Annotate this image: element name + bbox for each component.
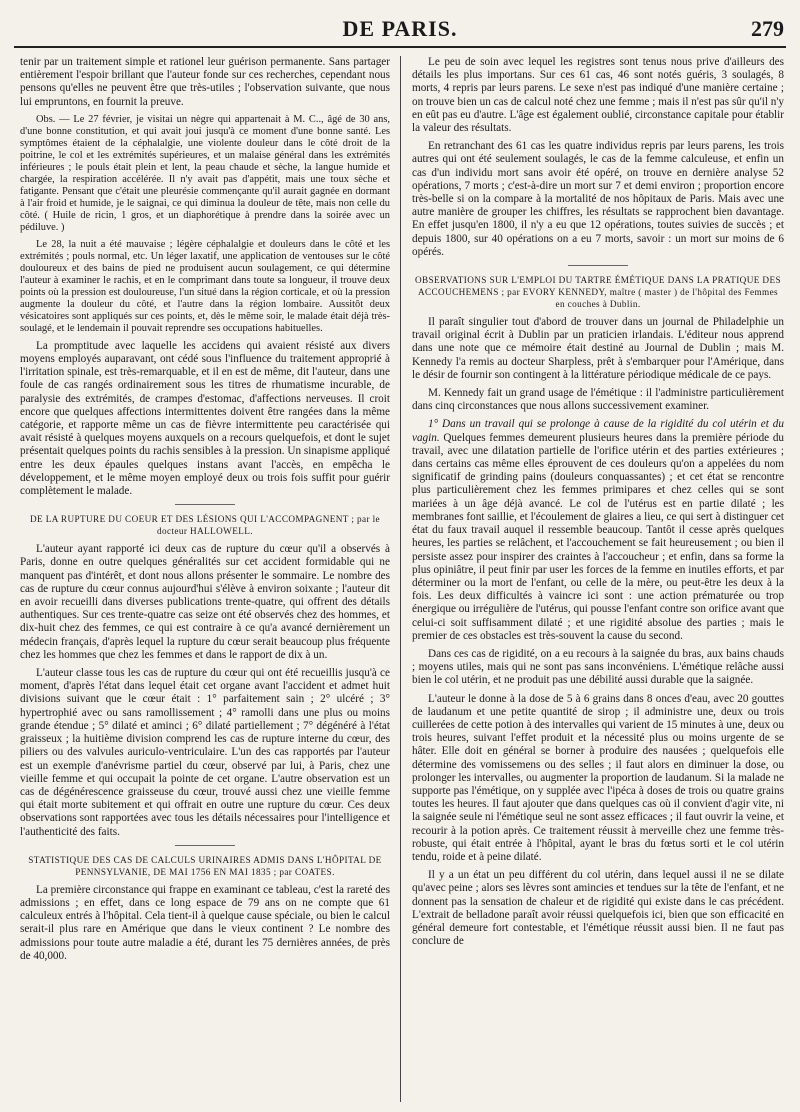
paragraph: Dans ces cas de rigidité, on a eu recours à la saignée du bras, aux bains chauds ; moyens utiles, mais qui ne sont pas sans inconvéniens. L'émétique relâche aussi bien le col utérin, et ne produit pas une débilité aussi durable que la saignée. xyxy=(412,647,784,687)
paragraph: tenir par un traitement simple et rationel leur guérison permanente. Sans partager entièrement l'espoir brillant que l'auteur fonde sur ces recherches, cependant nous pensons qu'elles ne peuvent être que très-utiles ; l'observation suivante, que nous lui empruntons, en fournit la preuve. xyxy=(20,56,390,108)
observation-paragraph: Obs. — Le 27 février, je visitai un nègre qui appartenait à M. C.., âgé de 30 ans, d'une bonne constitution, et qui avait joui jusqu'à ce moment d'une bonne santé. Les symptômes étaient de la céphalalgie, une violente douleur dans le côté droit de la poitrine, le col et les extrémités supérieures, et un malaise général dans les extrémités inférieures ; le pouls était plein et lent, la peau chaude et sèche, la langue humide et chargée, la respiration accélérée. Il n'y avait pas d'appétit, mais une toux sèche et fatigante. Pensant que c'était une pleurésie commençante qu'il aurait gagnée en dormant à l'air froid et humide, je le saignai, ce qui diminua la douleur de tête, mais non celle du côté. ( Huile de ricin, 1 gros, et un diaphorétique à prendre dans la soirée avec un pédiluve. ) xyxy=(20,113,390,233)
paragraph xyxy=(412,418,784,642)
paragraph: En retranchant des 61 cas les quatre individus repris par leurs parens, les trois autres qui ont été seulement soulagés, le cas de la femme calculeuse, et enfin un cas d'un individu mort sans avoir été opéré, on trouve en dernière analyse 52 opérations, 7 morts ; c'est-à-dire un mort sur 7 et demi environ ; proportion encore très-belle si on la compare à la mortalité de nos hôpitaux de Paris. Mais avec une autre manière de grouper les chiffres, les résultats se rapprochent bien davantage. En effet jusqu'en 1800, il n'y a eu que 12 opérations, toutes suivies de succès ; et depuis 1800, sur 40 opérations on a eu 7 morts, savoir : un mort sur moins de 6 opérés. xyxy=(412,140,784,258)
header-rule xyxy=(14,46,786,48)
section-heading: OBSERVATIONS SUR L'EMPLOI DU TARTRE ÉMÉTIQUE DANS LA PRATIQUE DES ACCOUCHEMENS ; par EVORY KENNEDY, maître ( master ) de l'hôpital des Femmes en couches à Dublin. xyxy=(414,275,781,310)
column-divider xyxy=(400,56,401,1102)
left-column xyxy=(20,56,390,1106)
section-separator xyxy=(568,265,628,266)
observation-paragraph: Le 28, la nuit a été mauvaise ; légère céphalalgie et douleurs dans le côté et les extrémités ; pouls normal, etc. Un léger laxatif, une application de ventouses sur le côté douloureux et des bains de pied ne produisent aucun soulagement, ce qui détermine l'auteur à examiner le rachis, et en le comprimant dans toute sa longueur, il trouve deux points où la pression est douloureuse, l'un situé dans la région corticale, et où la pression augmente la douleur du côté, et l'autre dans la région lombaire. Aussitôt deux vésicatoires sont appliqués sur ces points, et, dès le même soir, le malade était déjà très-soulagé, et le lendemain il pouvait reprendre ses occupations habituelles. xyxy=(20,238,390,334)
paragraph: Il paraît singulier tout d'abord de trouver dans un journal de Philadelphie un travail original écrit à Dublin par un praticien irlandais. L'éditeur nous apprend dans une note que ce mémoire était destiné au Journal de Dublin ; mais M. Kennedy l'a remis au docteur Sharpless, prêt à s'embarquer pour l'Amérique, dans le désir de fournir son contingent à la littérature périodique médicale de ce pays. xyxy=(412,316,784,381)
paragraph: L'auteur classe tous les cas de rupture du cœur qui ont été recueillis jusqu'à ce moment, d'après l'état dans lequel était cet organe avant l'accident et admet huit divisions suivant que le cœur était : 1° parfaitement sain ; 2° ulcéré ; 3° hypertrophié avec ou sans ramollissement ; 4° ramolli dans une plus ou moins grande étendue ; 5° dilaté et aminci ; 6° dilaté partiellement ; 7° dégénéré à l'état graisseux ; la huitième division comprend les cas de rupture interne du cœur, des piliers ou des valvules auriculo-ventriculaire. L'un des cas rapportés par l'auteur est un exemple d'anévrisme partiel du cœur, observé par lui, à Paris, chez une vieille femme et qui occupait la pointe de cet organe. L'autre observation est un cas de dégénérescence graisseuse du cœur, trouvé aussi chez une vieille femme qui était morte subitement et qui offrait en outre une rupture du cœur. Ces deux observations sont rapportées avec tous les détails nécessaires pour l'intelligence et l'authenticité des faits. xyxy=(20,667,390,838)
paragraph: L'auteur ayant rapporté ici deux cas de rupture du cœur qu'il a observés à Paris, donne en outre quelques généralités sur cet accident formidable qui ne manquent pas d'intérêt, et dont nous allons présenter le sommaire. Le nombre des cas de rupture du cœur connus aujourd'hui s'élève à environ soixante ; l'auteur dit en avoir recueilli dans diverses publications trente-quatre, qui offrent des détails authentiques. Sur ces trente-quatre cas seize ont été observés chez des hommes, et dix-huit chez des femmes, ce qui est contraire à ce qu'a avancé dernièrement un médecin français, d'après lequel la rupture du cœur serait beaucoup plus fréquente chez les hommes que chez les femmes et dans le rapport de dix à un. xyxy=(20,543,390,661)
paragraph: Il y a un état un peu différent du col utérin, dans lequel aussi il ne se dilate qu'avec peine ; alors ses lèvres sont amincies et tendues sur la tête de l'enfant, et ne donnent pas la sensation de chaleur et de rigidité qui existe dans le cas précédent. L'extrait de belladone paraît avoir réussi quelquefois ici, bien que son efficacité en général demeure fort contestable, et l'émétique réussit aussi bien. Il ne faut pas conclure de xyxy=(412,869,784,948)
right-column xyxy=(412,56,784,1106)
section-heading: STATISTIQUE DES CAS DE CALCULS URINAIRES ADMIS DANS L'HÔPITAL DE PENNSYLVANIE, DE MAI 1756 EN MAI 1835 ; par COATES. xyxy=(28,854,382,877)
page-header xyxy=(0,16,800,50)
paragraph: La première circonstance qui frappe en examinant ce tableau, c'est la rareté des admissions ; en effet, dans ce long espace de 79 ans on ne compte que 61 calculeux entrés à l'hôpital. Cela tient-il à quelque cause spéciale, ou bien le calcul serait-il plus rare en Amérique que dans le vieux continent ? Le nombre des admissions pour toute autre maladie a été, durant les 75 dernières années, de près de 40,000. xyxy=(20,883,390,962)
section-heading: DE LA RUPTURE DU COEUR ET DES LÉSIONS QUI L'ACCOMPAGNENT ; par le docteur HALLOWELL. xyxy=(29,514,381,537)
paragraph: L'auteur le donne à la dose de 5 à 6 grains dans 8 onces d'eau, avec 20 gouttes de laudanum et une petite quantité de sirop ; il administre une, deux ou trois cuillerées de cette potion à des intervalles qui varient de 15 minutes à une, deux ou trois heures, suivant l'effet produit et la nécessité plus ou moins urgente de se hâter. Elle doit en général se borner à produire des nausées ; quelquefois elle détermine des vomissemens ou des selles ; il faut alors en diminuer la dose, ou prolonger les intervalles, ou augmenter la proportion de laudanum. Si la malade ne supporte pas l'émétique, on y supplée avec l'ipéca à doses de trois ou quatre grains toutes les heures. Il faut ajouter que dans quelques cas où il convient d'agir vite, ni la saignée seule ni l'émétique seul ne sont assez efficaces ; il faut ouvrir la veine, et recourir à la potion après. Ce traitement réussit à merveille chez une femme très-robuste, qui était entrée à l'hôpital, ayant le bras du fœtus sorti et le col utérin tendu, roide et à peine dilaté. xyxy=(412,692,784,863)
italic-lead: 1° Dans un travail qui se prolonge à cause de la rigidité du col utérin et du vagin. xyxy=(412,418,784,444)
paragraph: Le peu de soin avec lequel les registres sont tenus nous prive d'ailleurs des détails les plus importans. Sur ces 61 cas, 46 sont notés guéris, 3 soulagés, 8 morts, 4 repris par leurs parens. Le sexe n'est pas indiqué d'une manière certaine ; on trouve bien un cas de calcul noté chez une femme ; mais il n'est pas sûr qu'il n'y en eût pas eu d'autre. L'âge est également oublié, circonstance capitale pour établir la valeur des résultats. xyxy=(412,56,784,135)
section-separator xyxy=(175,845,235,846)
section-separator xyxy=(175,504,235,505)
page-number: 279 xyxy=(751,16,784,41)
running-title: DE PARIS. xyxy=(342,16,458,41)
paragraph-body: Quelques femmes demeurent plusieurs heures dans la première période du travail, avec une dilatation partielle de l'orifice utérin et des parties extérieures ; dans certains cas même elles éprouvent de ces douleurs qu'on a appelées du nom significatif de grinding pains (douleurs conquassantes) ; et cet état se rencontre plus particulièrement chez les femmes primipares et chez celles qui se sont mariées à un âge déjà avancé. Le col de l'utérus est en partie dilaté ; les membranes font saillie, et l'écoulement de glaires a lieu, ce qui sert à distinguer cet état du faux travail auquel il ressemble beaucoup. Tantôt il cesse après quelques heures, les parties se relâchent, et l'accouchement se fait heureusement ; ou bien il persiste assez pour inspirer des craintes à l'accoucheur ; et enfin, dans sa forme la plus opiniâtre, il peut finir par user les forces de la femme en inutiles efforts, et par déterminer ou la mort de l'enfant, ou celle de la mère, ou peut-être les deux à la fois. Les deux difficultés à vaincre ici sont : une action prématurée ou trop énergique ou irrégulière de l'utérus, qui pousse l'enfant contre son orifice avant que celui-ci soit suffisamment dilaté ; et une rigidité absolue des parties ; mais le premier de ces obstacles est très-souvent la cause du second. xyxy=(412,431,784,642)
paragraph: La promptitude avec laquelle les accidens qui avaient résisté aux divers moyens employés auparavant, ont cédé sous l'influence du traitement approprié à l'irritation spinale, est très-remarquable, et il en est de même, dit l'auteur, dans une foule de cas rangés ordinairement sous les titres de rhumatisme incurable, de paralysie des extrémités, de crampes d'estomac, d'affections nerveuses. Il croit encore que quelques affections intermittentes doivent être rangées dans la même catégorie, et rapporte même un cas de fièvre intermittente peu caractérisée qui avait résisté à quelques moyens auxquels on a recours quelquefois, et dont le sujet présentait quelques points du rachis sensibles à la pression. Un sinapisme appliqué entre les deux épaules quelques instans avant l'accès, en empêcha le développement, et le même moyen employé deux ou trois fois suffit pour guérir complètement le malade. xyxy=(20,339,390,498)
paragraph: M. Kennedy fait un grand usage de l'émétique : il l'administre particulièrement dans cinq circonstances que nous allons successivement examiner. xyxy=(412,387,784,413)
